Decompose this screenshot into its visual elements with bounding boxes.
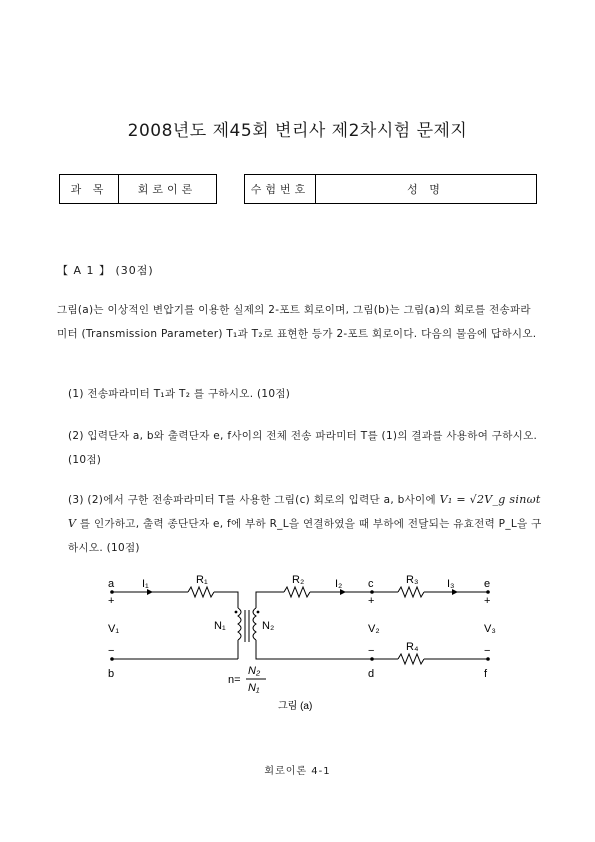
- node-d-dot: [370, 657, 374, 661]
- resistor-r4: [398, 654, 424, 664]
- question-1-number: (1): [68, 388, 84, 400]
- v2-label: V₂: [368, 623, 380, 635]
- question-1-text: 전송파라미터 T₁과 T₂ 를 구하시오. (10점): [87, 388, 291, 400]
- question-3-number: (3): [68, 494, 84, 506]
- node-c-label: c: [368, 578, 374, 590]
- current-i2-label: I₂: [335, 578, 343, 590]
- exam-number-value: 성 명: [407, 183, 444, 196]
- page-footer: 회로이론 4-1: [264, 766, 331, 777]
- n2-polarity-dot: [257, 611, 260, 614]
- v3-minus-sign: −: [484, 645, 491, 657]
- v1-minus-sign: −: [108, 645, 115, 657]
- resistor-r1: [188, 587, 214, 597]
- circuit-figure: [0, 570, 595, 715]
- winding-n2-coil: [253, 608, 256, 640]
- question-3-formula: V₁ = √2V_g sinωt V: [68, 493, 541, 530]
- figure-caption: 그림 (a): [278, 701, 313, 712]
- wire-r1-to-n1: [214, 592, 238, 608]
- node-a-label: a: [108, 578, 115, 590]
- turns-ratio-prefix: n=: [228, 674, 241, 686]
- v2-minus-sign: −: [368, 645, 375, 657]
- node-a-dot: [110, 590, 114, 594]
- v3-label: V₃: [484, 623, 496, 635]
- wire-n2-bottom: [256, 640, 398, 659]
- subject-value: 회로이론: [137, 183, 197, 196]
- node-e-dot: [486, 590, 490, 594]
- node-d-label: d: [368, 668, 375, 680]
- node-b-label: b: [108, 668, 115, 680]
- subject-box: [59, 174, 217, 204]
- question-3-text-a: (2)에서 구한 전송파라미터 T를 사용한 그림(c) 회로의 입력단 a, b사이에: [87, 494, 436, 506]
- question-1: [68, 382, 543, 406]
- wire-n2-top: [256, 592, 284, 608]
- node-f-dot: [486, 657, 490, 661]
- node-c-dot: [370, 590, 374, 594]
- question-3-text-b: 를 인가하고, 출력 종단단자 e, f에 부하 R_L을 연결하였을 때 부하에 전달되는 유효전력 P_L을 구하시오. (10점): [68, 518, 542, 554]
- node-b-dot: [110, 657, 114, 661]
- question-2-number: (2): [68, 430, 84, 442]
- resistor-r3: [398, 587, 424, 597]
- section-heading: 【 A 1 】 (30점): [57, 264, 154, 277]
- exam-number-box: [244, 174, 537, 204]
- turns-ratio-denominator: N₁: [248, 682, 260, 694]
- turns-ratio-numerator: N₂: [248, 665, 261, 677]
- resistor-r3-label: R₃: [406, 574, 419, 586]
- question-2: [68, 424, 543, 472]
- v2-plus-sign: +: [368, 595, 375, 607]
- subject-label: 과 목: [60, 175, 119, 203]
- winding-n2-label: N₂: [262, 620, 275, 632]
- n1-polarity-dot: [235, 611, 238, 614]
- resistor-r2: [284, 587, 310, 597]
- current-i3-label: I₃: [447, 578, 455, 590]
- page-title: 2008년도 제45회 변리사 제2차시험 문제지: [127, 121, 468, 141]
- node-f-label: f: [484, 668, 488, 680]
- current-i1-label: I₁: [142, 578, 149, 590]
- v3-plus-sign: +: [484, 595, 491, 607]
- winding-n1-coil: [238, 608, 241, 640]
- question-3: [68, 488, 543, 560]
- v1-label: V₁: [108, 623, 120, 635]
- winding-n1-label: N₁: [214, 620, 226, 632]
- resistor-r2-label: R₂: [292, 574, 305, 586]
- problem-intro: 그림(a)는 이상적인 변압기를 이용한 실제의 2-포트 회로이며, 그림(b)는 그림(a)의 회로를 전송파라미터 (Transmission Parameter) T₁과 T₂로 표현한 등가 2-포트 회로이다. 다음의 물음에 답하시오.: [57, 304, 537, 340]
- resistor-r4-label: R₄: [406, 641, 419, 653]
- resistor-r1-label: R₁: [196, 574, 208, 586]
- v1-plus-sign: +: [108, 595, 115, 607]
- exam-number-label: 수험번호: [245, 175, 316, 203]
- question-2-text: 입력단자 a, b와 출력단자 e, f사이의 전체 전송 파라미터 T를 (1)의 결과를 사용하여 구하시오. (10점): [68, 430, 538, 466]
- node-e-label: e: [484, 578, 491, 590]
